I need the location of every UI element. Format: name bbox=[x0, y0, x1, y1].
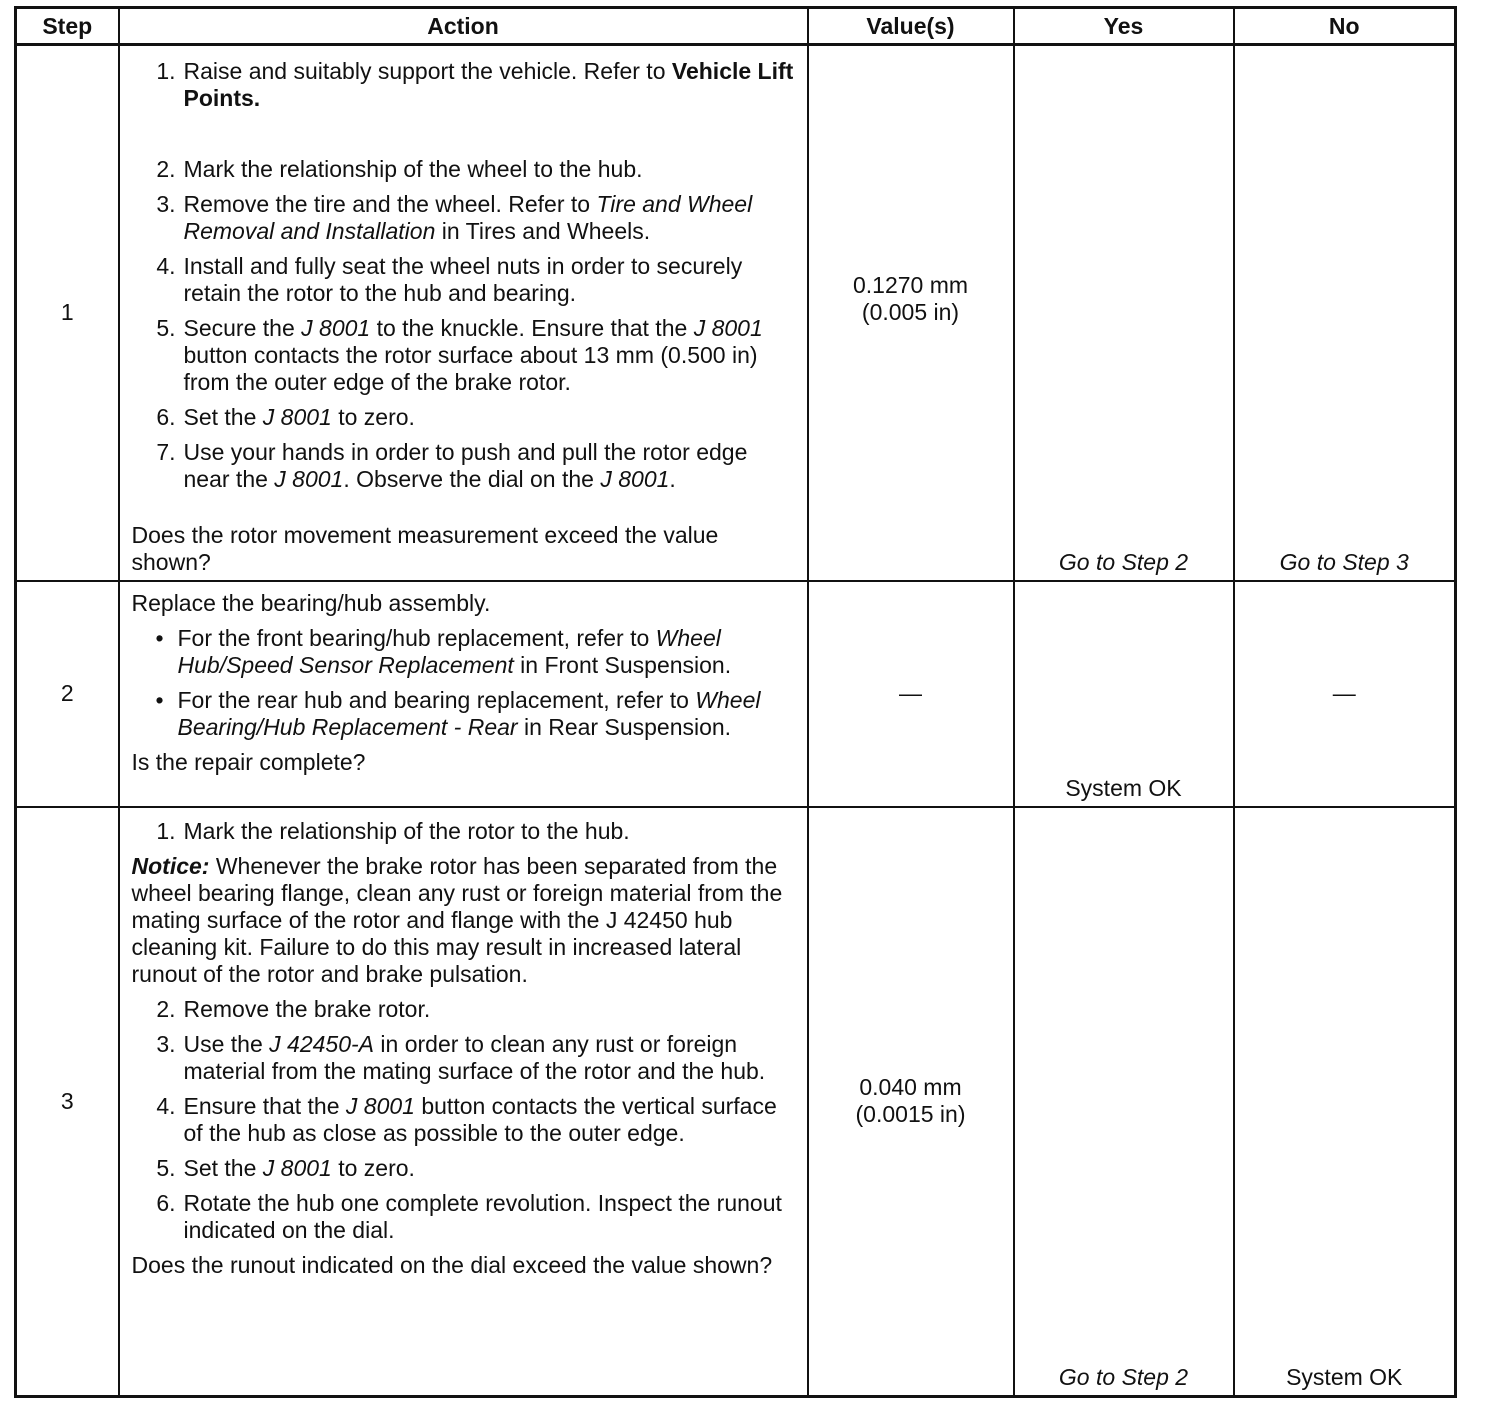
list-item: 4. Ensure that the J 8001 button contacts the vertical surface of the hub as close as possible to the outer edge. bbox=[156, 1092, 777, 1146]
tool-name: J 8001 bbox=[600, 466, 670, 492]
list-item: 5. Set the J 8001 to zero. bbox=[156, 1154, 415, 1181]
action-cell bbox=[119, 807, 808, 1397]
step-number: 1 bbox=[16, 45, 119, 581]
list-item: 2. Mark the relationship of the wheel to the hub. bbox=[156, 156, 643, 182]
bullet-icon: • bbox=[155, 686, 164, 713]
list-item: 5. Secure the J 8001 to the knuckle. Ensure that the J 8001 button contacts the rotor surface about 13 mm (0.500 in) from the outer edge of the brake rotor. bbox=[156, 315, 763, 395]
step-question: Does the rotor movement measurement exceed the value shown? bbox=[131, 521, 719, 575]
table-row-step-1 bbox=[16, 45, 1456, 581]
list-item: 6. Set the J 8001 to zero. bbox=[156, 404, 415, 430]
yes-link[interactable]: Go to Step 2 bbox=[1014, 45, 1234, 581]
tool-name: J 8001 bbox=[262, 1154, 332, 1181]
table-row-step-2 bbox=[16, 581, 1456, 807]
step-number: 3 bbox=[16, 807, 119, 1397]
notice-paragraph: Notice: Whenever the brake rotor has been separated from the wheel bearing flange, clean any rust or foreign material from the mating surface of the rotor and flange with the J 42450 hub cleaning kit. Failure to do this may result in increased lateral runout of the rotor and brake pulsation. bbox=[131, 852, 783, 987]
yes-link[interactable]: System OK bbox=[1014, 581, 1234, 807]
tool-name: J 42450-A bbox=[269, 1030, 375, 1057]
action-intro: Replace the bearing/hub assembly. bbox=[131, 589, 491, 616]
diagnostic-table bbox=[14, 6, 1457, 1398]
reference-link[interactable]: Wheel Bearing/Hub Replacement - Rear bbox=[177, 686, 761, 740]
step-question: Is the repair complete? bbox=[131, 748, 366, 775]
value-metric: 0.1270 mm bbox=[852, 271, 969, 298]
value-imperial: (0.0015 in) bbox=[855, 1101, 966, 1128]
value-metric: 0.040 mm bbox=[859, 1074, 962, 1101]
tool-name: J 8001 bbox=[301, 315, 371, 341]
header-action: Action bbox=[119, 8, 808, 45]
table-row-step-3 bbox=[16, 807, 1456, 1397]
list-item: • For the front bearing/hub replacement, refer to Wheel Hub/Speed Sensor Replacement in Front Suspension. bbox=[132, 625, 797, 679]
step-question: Does the runout indicated on the dial exceed the value shown? bbox=[131, 1251, 773, 1278]
list-item: 2. Remove the brake rotor. bbox=[156, 995, 431, 1022]
tool-name: J 8001 bbox=[262, 404, 332, 430]
value-cell bbox=[808, 807, 1014, 1397]
value-imperial: (0.005 in) bbox=[861, 298, 960, 325]
tool-name: J 8001 bbox=[693, 315, 763, 341]
reference-link[interactable]: Vehicle Lift Points. bbox=[183, 58, 794, 111]
list-item: 3. Remove the tire and the wheel. Refer to Tire and Wheel Removal and Installation in Tires and Wheels. bbox=[156, 191, 753, 244]
value-cell bbox=[808, 45, 1014, 581]
no-link[interactable]: System OK bbox=[1234, 807, 1456, 1397]
list-item: 1. Raise and suitably support the vehicle. Refer to Vehicle Lift Points. bbox=[156, 58, 794, 111]
action-cell bbox=[119, 581, 808, 807]
no-link[interactable]: Go to Step 3 bbox=[1234, 45, 1456, 581]
list-item: 4. Install and fully seat the wheel nuts in order to securely retain the rotor to the hub and bearing. bbox=[156, 253, 743, 306]
diagnostic-table-sheet bbox=[14, 6, 1454, 1398]
notice-label: Notice: bbox=[131, 852, 210, 879]
no-cell: — bbox=[1234, 581, 1456, 807]
header-step: Step bbox=[16, 8, 119, 45]
action-cell bbox=[119, 45, 808, 581]
list-item: 1. Mark the relationship of the rotor to the hub. bbox=[156, 817, 630, 844]
step-number: 2 bbox=[16, 581, 119, 807]
header-values: Value(s) bbox=[808, 8, 1014, 45]
list-item: • For the rear hub and bearing replacement, refer to Wheel Bearing/Hub Replacement - Rear in Rear Suspension. bbox=[132, 687, 797, 741]
list-item: 7. Use your hands in order to push and pull the rotor edge near the J 8001. Observe the dial on the J 8001. bbox=[156, 439, 748, 492]
reference-link[interactable]: Tire and Wheel Removal and Installation bbox=[183, 191, 753, 244]
header-no: No bbox=[1234, 8, 1456, 45]
bullet-icon: • bbox=[155, 624, 164, 651]
tool-name: J 8001 bbox=[274, 466, 344, 492]
reference-link[interactable]: Wheel Hub/Speed Sensor Replacement bbox=[177, 624, 721, 678]
list-item: 3. Use the J 42450-A in order to clean any rust or foreign material from the mating surface of the rotor and the hub. bbox=[156, 1030, 766, 1084]
list-item: 6. Rotate the hub one complete revolution. Inspect the runout indicated on the dial. bbox=[156, 1189, 782, 1243]
value-cell: — bbox=[808, 581, 1014, 807]
tool-name: J 8001 bbox=[345, 1092, 415, 1119]
header-yes: Yes bbox=[1014, 8, 1234, 45]
header-row bbox=[16, 8, 1456, 45]
yes-link[interactable]: Go to Step 2 bbox=[1014, 807, 1234, 1397]
